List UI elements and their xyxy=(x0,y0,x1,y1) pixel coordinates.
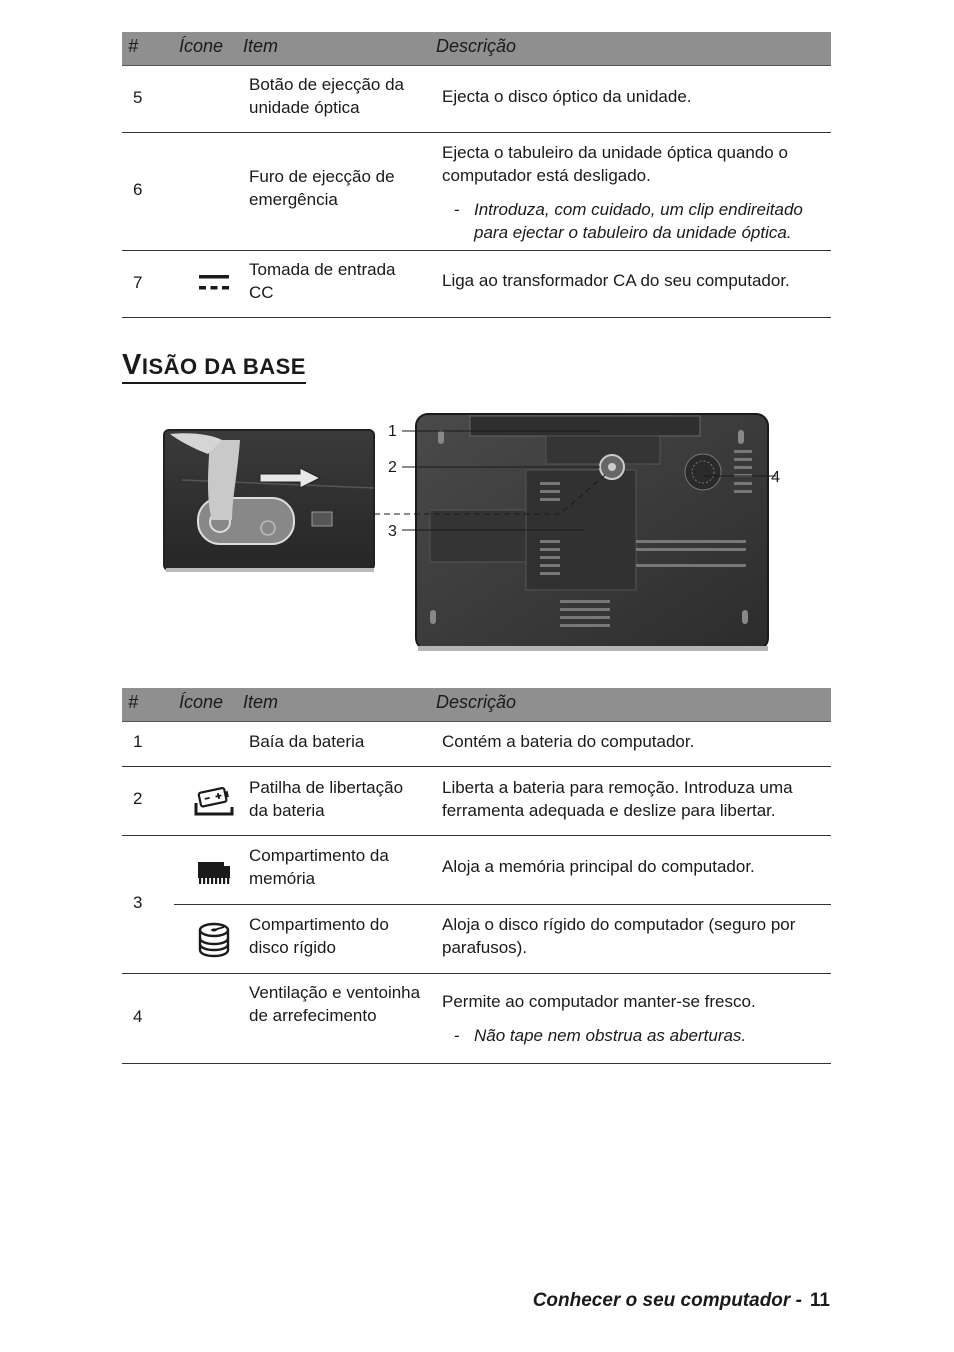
row-num: 6 xyxy=(133,180,143,199)
row-desc: Liberta a bateria para remoção. Introduza uma ferramenta adequada e deslize para libertar. xyxy=(442,778,793,820)
bullet-dash: - xyxy=(454,1026,460,1045)
row-item: Compartimento do disco rígido xyxy=(249,915,389,957)
callout-4: 4 xyxy=(771,469,780,486)
table-row xyxy=(122,836,831,974)
table-row xyxy=(122,767,831,836)
header-item: Item xyxy=(243,36,279,56)
row-item: Compartimento da memória xyxy=(249,846,389,888)
callout-3: 3 xyxy=(388,523,397,540)
bullet-dash: - xyxy=(454,200,460,219)
row-desc: Liga ao transformador CA do seu computador. xyxy=(442,271,790,290)
row-desc-block xyxy=(442,990,834,1047)
table-row xyxy=(122,66,831,133)
header-item: Item xyxy=(243,692,279,712)
section-title xyxy=(122,350,306,384)
row-note: Não tape nem obstrua as aberturas. xyxy=(474,1026,747,1045)
laptop-base-illustration xyxy=(160,410,780,655)
row-item: Baía da bateria xyxy=(249,732,365,751)
table-row xyxy=(122,722,831,767)
row-desc: Ejecta o disco óptico da unidade. xyxy=(442,87,692,106)
row-desc: Aloja o disco rígido do computador (seguro por parafusos). xyxy=(442,915,796,957)
row-item: Furo de ejecção de emergência xyxy=(249,167,395,209)
callout-2: 2 xyxy=(388,459,397,476)
battery-release-icon xyxy=(192,785,236,817)
table-row xyxy=(122,251,831,318)
row-desc: Permite ao computador manter-se fresco. xyxy=(442,992,756,1011)
row-desc: Ejecta o tabuleiro da unidade óptica quando o computador está desligado. xyxy=(442,143,788,185)
header-icon: Ícone xyxy=(179,692,224,712)
page-number: 11 xyxy=(809,1290,830,1311)
table-header xyxy=(122,32,831,66)
row-desc: Aloja a memória principal do computador. xyxy=(442,857,755,876)
ports-table xyxy=(122,32,831,318)
row-num: 3 xyxy=(133,893,143,912)
row-note: Introduza, com cuidado, um clip endireitado para ejectar o tabuleiro da unidade óptica. xyxy=(474,200,803,242)
title-rest: ISÃO DA BASE xyxy=(141,354,306,379)
table-row xyxy=(122,133,831,251)
table-row xyxy=(122,974,831,1064)
row-num: 4 xyxy=(133,1007,143,1026)
row-item: Patilha de libertação da bateria xyxy=(249,778,404,820)
row-num: 1 xyxy=(133,732,143,751)
header-desc: Descrição xyxy=(436,36,517,56)
row-desc: Contém a bateria do computador. xyxy=(442,732,695,751)
page-footer xyxy=(533,1290,830,1312)
callout-1: 1 xyxy=(388,423,397,440)
table-header xyxy=(122,688,831,722)
row-num: 5 xyxy=(133,88,143,107)
laptop-base-figure xyxy=(160,410,780,655)
header-desc: Descrição xyxy=(436,692,517,712)
laptop-underside xyxy=(416,414,768,651)
hard-disk-icon xyxy=(192,922,236,958)
header-num: # xyxy=(128,36,139,56)
row-item: Tomada de entrada CC xyxy=(249,260,396,302)
title-initial: V xyxy=(122,349,142,381)
subrow-divider xyxy=(174,904,831,905)
footer-chapter: Conhecer o seu computador - xyxy=(532,1290,802,1311)
memory-icon xyxy=(192,860,236,886)
base-table xyxy=(122,688,831,1064)
row-desc-block xyxy=(442,141,834,244)
note-bullet xyxy=(442,1024,834,1047)
row-item: Ventilação e ventoinha de arrefecimento xyxy=(249,983,421,1025)
row-num: 7 xyxy=(133,273,143,292)
dc-in-icon xyxy=(192,272,236,294)
row-item: Botão de ejecção da unidade óptica xyxy=(249,75,405,117)
header-icon: Ícone xyxy=(179,36,224,56)
note-bullet xyxy=(442,198,834,244)
row-num: 2 xyxy=(133,789,143,808)
battery-latch-inset xyxy=(164,430,374,572)
header-num: # xyxy=(128,692,139,712)
